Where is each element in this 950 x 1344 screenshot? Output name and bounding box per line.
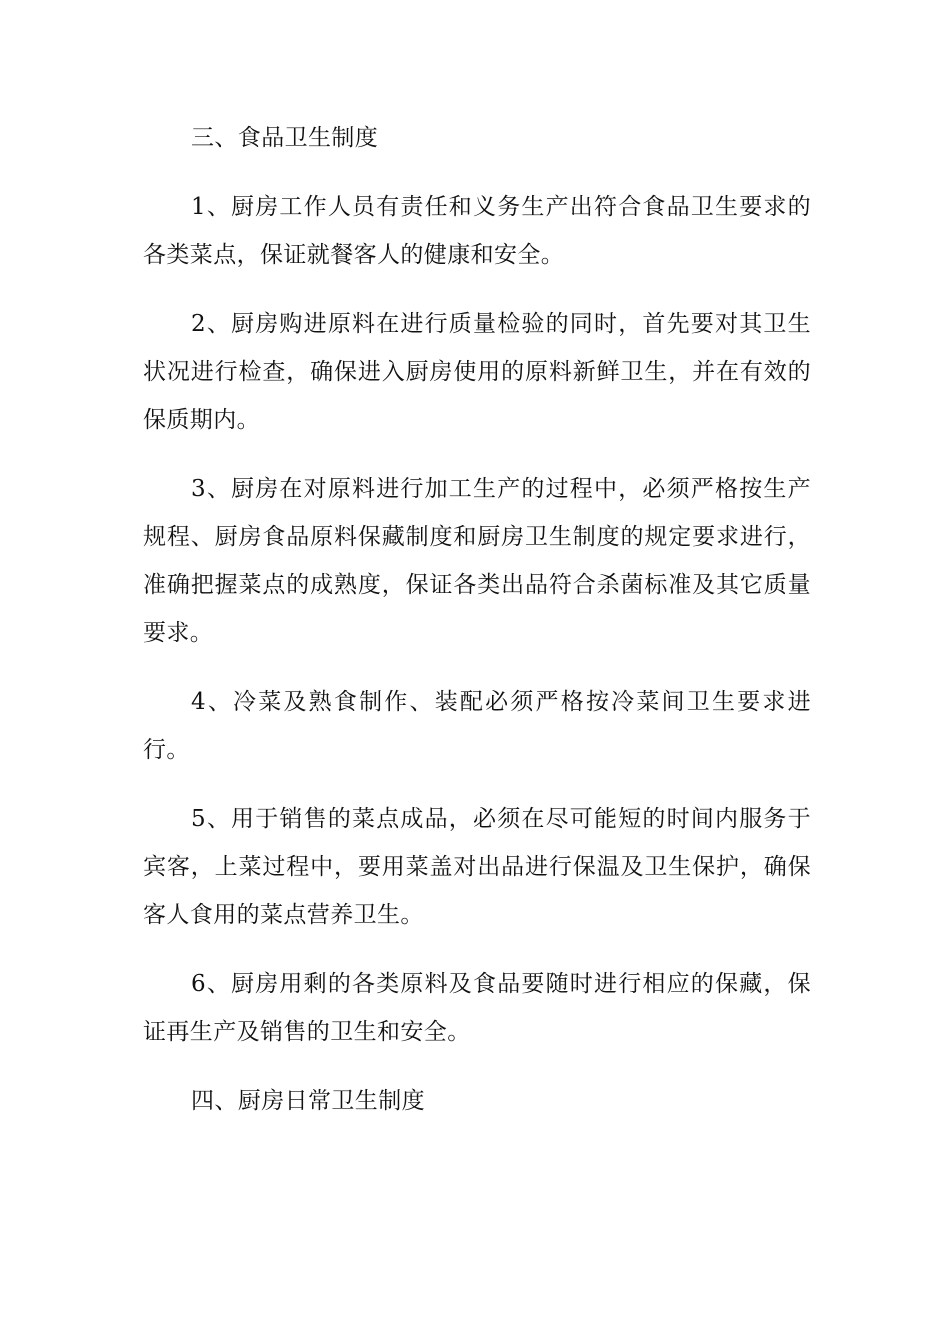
document-body <box>143 114 811 1146</box>
paragraph-item-3: 3、厨房在对原料进行加工生产的过程中，必须严格按生产规程、厨房食品原料保藏制度和厨房卫生制度的规定要求进行，准确把握菜点的成熟度，保证各类出品符合杀菌标准及其它质量要求。 <box>143 476 811 646</box>
paragraph-item-4: 4、冷菜及熟食制作、装配必须严格按冷菜间卫生要求进行。 <box>143 689 811 763</box>
paragraph-item-6: 6、厨房用剩的各类原料及食品要随时进行相应的保藏，保证再生产及销售的卫生和安全。 <box>143 971 811 1045</box>
paragraph-item-2: 2、厨房购进原料在进行质量检验的同时，首先要对其卫生状况进行检查，确保进入厨房使用的原料新鲜卫生，并在有效的保质期内。 <box>143 311 811 433</box>
section-heading-food-hygiene: 三、食品卫生制度 <box>191 125 379 151</box>
section-heading-daily-hygiene: 四、厨房日常卫生制度 <box>191 1088 425 1114</box>
paragraph-item-5: 5、用于销售的菜点成品，必须在尽可能短的时间内服务于宾客，上菜过程中，要用菜盖对出品进行保温及卫生保护，确保客人食用的菜点营养卫生。 <box>143 806 811 928</box>
paragraph-item-1: 1、厨房工作人员有责任和义务生产出符合食品卫生要求的各类菜点，保证就餐客人的健康和安全。 <box>143 194 811 268</box>
